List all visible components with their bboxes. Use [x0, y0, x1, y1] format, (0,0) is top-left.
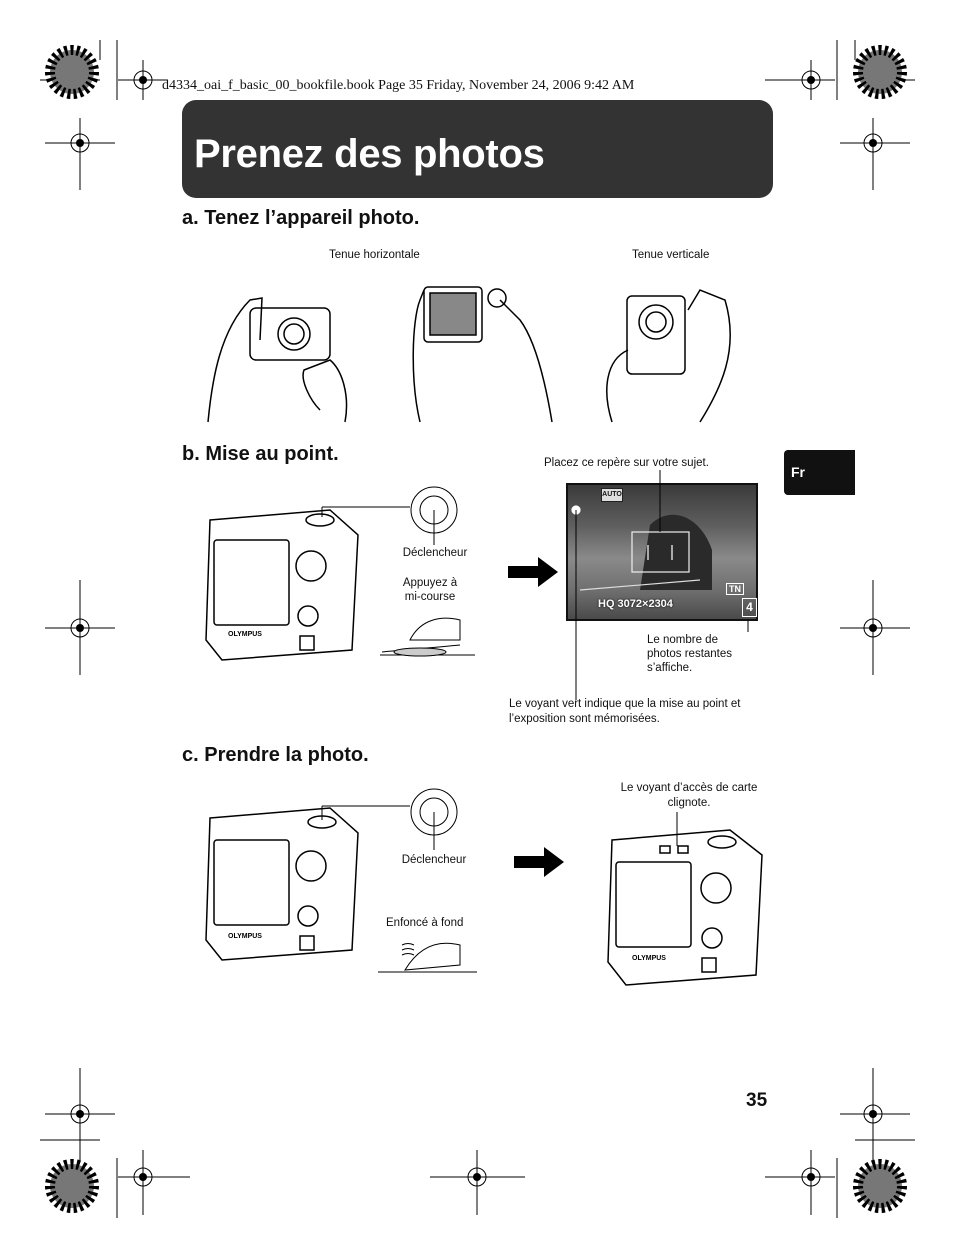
count-caption-3: s’affiche.: [647, 662, 693, 674]
page-title: Prenez des photos: [194, 132, 545, 176]
svg-text:OLYMPUS: OLYMPUS: [228, 933, 262, 940]
shutter-label-c: Déclencheur: [401, 854, 467, 866]
card-lamp-caption-2: clignote.: [667, 797, 711, 809]
green-lamp-caption-1: Le voyant vert indique que la mise au point et: [509, 698, 741, 710]
section-c-heading: c. Prendre la photo.: [182, 744, 369, 766]
section-b-heading: b. Mise au point.: [182, 443, 339, 465]
lcd-resolution: HQ 3072×2304: [598, 598, 673, 610]
shutter-label-b: Déclencheur: [402, 547, 468, 559]
svg-text:OLYMPUS: OLYMPUS: [228, 631, 262, 638]
target-caption: Placez ce repère sur votre sujet.: [544, 457, 709, 469]
press-half-line1: Appuyez à: [402, 577, 458, 589]
press-half-line2: mi-course: [404, 591, 456, 603]
lcd-auto-mode-icon: AUTO: [601, 488, 623, 502]
lcd-shots-remaining: 4: [742, 598, 757, 617]
svg-text:OLYMPUS: OLYMPUS: [632, 955, 666, 962]
language-tab-label: Fr: [791, 464, 805, 480]
book-file-header: d4334_oai_f_basic_00_bookfile.book Page 35 Friday, November 24, 2006 9:42 AM: [162, 78, 635, 93]
section-a-heading: a. Tenez l’appareil photo.: [182, 207, 420, 229]
page-number: 35: [746, 1090, 768, 1111]
green-lamp-caption-2: l’exposition sont mémorisées.: [509, 713, 660, 725]
count-caption-2: photos restantes: [647, 648, 733, 660]
label-vertical: Tenue verticale: [632, 249, 710, 261]
card-lamp-caption-1: Le voyant d’accès de carte: [620, 782, 758, 794]
lcd-tn-icon: TN: [726, 583, 744, 595]
label-horizontal: Tenue horizontale: [329, 249, 420, 261]
count-caption-1: Le nombre de: [647, 634, 718, 646]
press-full-label: Enfoncé à fond: [386, 917, 464, 929]
